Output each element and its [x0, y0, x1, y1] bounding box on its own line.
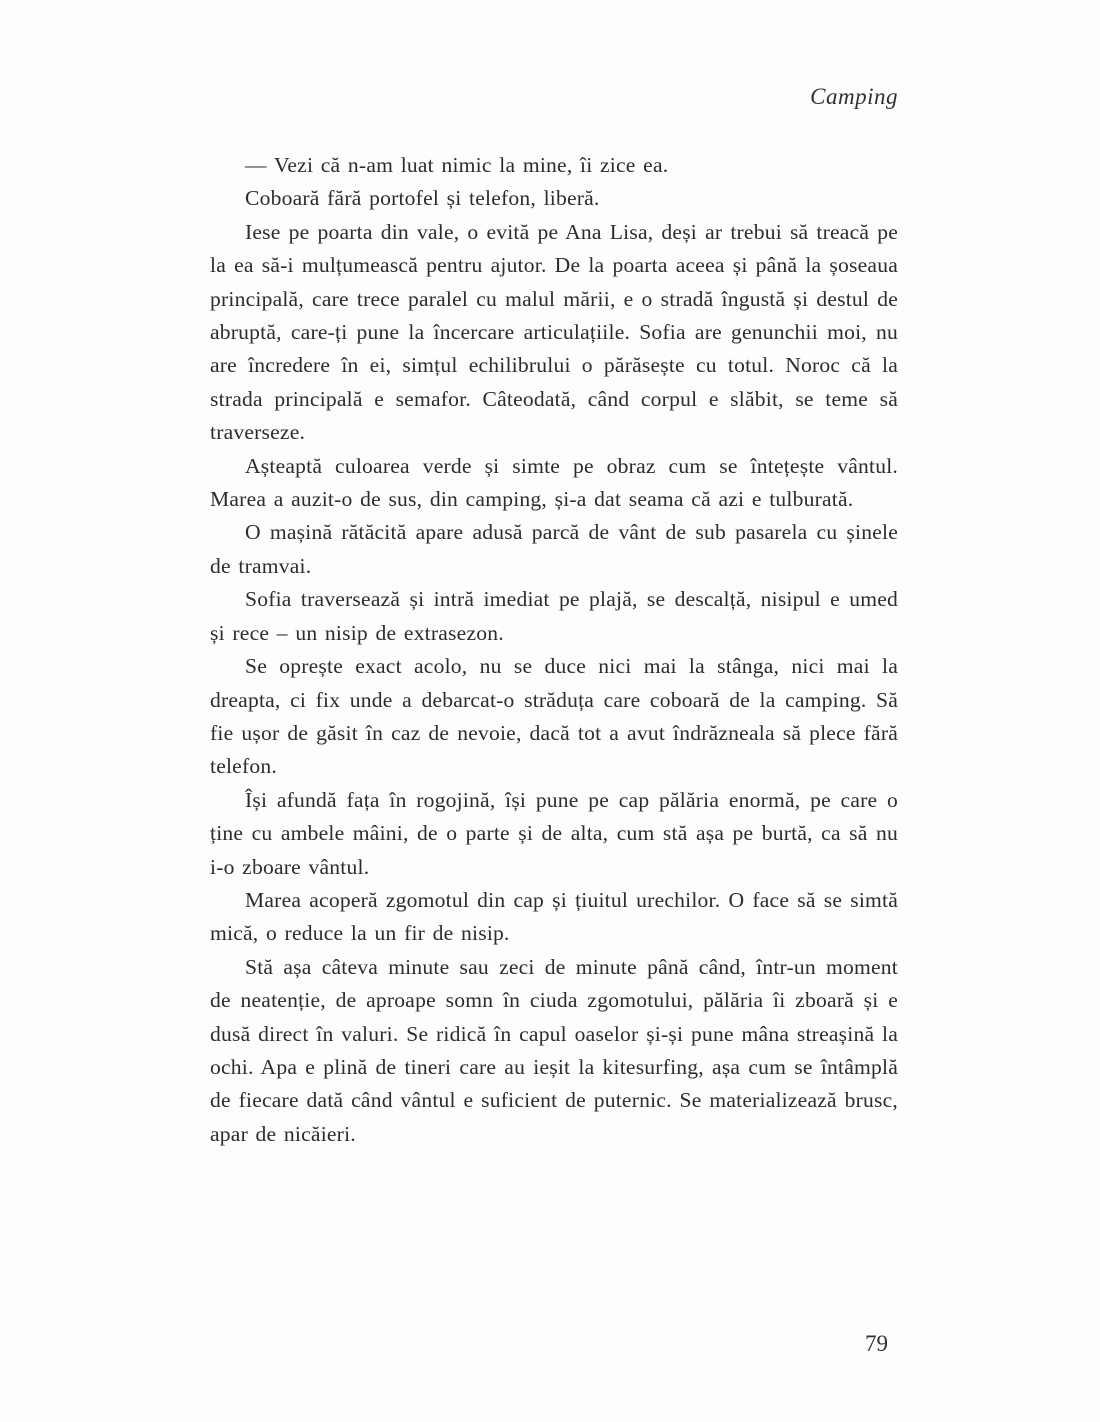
paragraph: Stă așa câteva minute sau zeci de minute până când, într-un moment de neatenție, de aproape somn în ciuda zgomotului, pălăria îi zboară și e dusă direct în valuri. Se ridică în capul oaselor și-și pune mâna streașină la ochi. Apa e plină de tineri care au ieșit la kitesurfing, așa cum se întâmplă de fiecare dată când vântul e suficient de puternic. Se materializează brusc, apar de nicăieri.	[210, 954, 898, 1146]
paragraph: — Vezi că n-am luat nimic la mine, îi zice ea.	[245, 153, 669, 177]
paragraph: Se oprește exact acolo, nu se duce nici mai la stânga, nici mai la dreapta, ci fix unde a debarcat-o străduța care coboară de la camping. Să fie ușor de găsit în caz de nevoie, dacă tot a avut îndrăzneala să plece fără telefon.	[210, 654, 898, 779]
paragraph: Marea acoperă zgomotul din cap și țiuitul urechilor. O face să se simtă mică, o reduce la un fir de nisip.	[210, 887, 898, 946]
paragraph: Iese pe poarta din vale, o evită pe Ana Lisa, deși ar trebui să treacă pe la ea să-i mulțumească pentru ajutor. De la poarta aceea și până la șoseaua principală, care trece paralel cu malul mării, e o stradă îngustă și destul de abruptă, care-ți pune la încercare articulațiile. Sofia are genunchii moi, nu are încredere în ei, simțul echilibrului o părăsește cu totul. Noroc că la strada principală e semafor. Câteodată, când corpul e slăbit, se teme să traverseze.	[210, 219, 898, 445]
page-number: 79	[865, 1331, 888, 1356]
page-body	[210, 149, 898, 1151]
paragraph: Așteaptă culoarea verde și simte pe obraz cum se întețește vântul. Marea a auzit-o de sus, din camping, și-a dat seama că azi e tulburată.	[210, 453, 898, 512]
paragraph: Sofia traversează și intră imediat pe plajă, se descalță, nisipul e umed și rece – un nisip de extrasezon.	[210, 587, 898, 645]
paragraph: O mașină rătăcită apare adusă parcă de vânt de sub pasarela cu șinele de tramvai.	[210, 520, 898, 578]
paragraph: Își afundă fața în rogojină, își pune pe cap pălăria enormă, pe care o ține cu ambele mâini, de o parte și de alta, cum stă așa pe burtă, ca să nu i-o zboare vântul.	[210, 787, 898, 879]
paragraph: Coboară fără portofel și telefon, liberă.	[245, 186, 600, 211]
running-header: Camping	[810, 84, 898, 109]
